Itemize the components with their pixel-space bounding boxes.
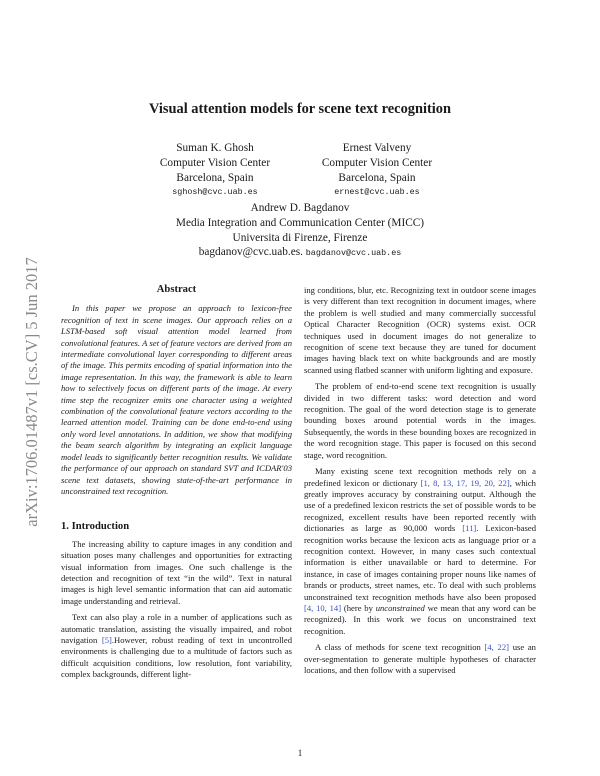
author-block-3	[100, 201, 500, 261]
citation-link[interactable]: [11]	[462, 523, 477, 534]
citation-link[interactable]: [4, 22]	[484, 642, 509, 653]
right-paragraph-3: Many existing scene text recognition methods rely on a predefined lexicon or dictionary [1, 8, 13, 17, 19, 20, 22], which greatly improves accuracy by constraining output. Although the use of a predefined lexicon restricts the set of possible words to be recognized, excellent results have been reported recently with dictionaries as large as 90,000 words [11]. Lexicon-based recognition works because the lexicon acts as language prior or a recognition context. However, in many cases such contextual information is either unavailable or hard to determine. For instance, in case of images containing proper nouns like names of brands or products, street names, etc. To deal with such problems unconstrained text recognition methods have also been proposed [4, 10, 14] (here by unconstrained we mean that any word can be recognized). In this work we focus on unconstrained text recognition.	[304, 466, 536, 636]
author-block-2	[297, 141, 457, 200]
citation-link[interactable]: [5]	[101, 634, 112, 645]
author-name: Suman K. Ghosh	[176, 142, 254, 154]
author-affiliation: Computer Vision Center	[159, 156, 271, 169]
left-column	[61, 284, 292, 686]
author-affiliation: Media Integration and Communication Center (MICC)	[175, 216, 425, 229]
citation-link[interactable]: [1, 8, 13, 17, 19, 20, 22]	[420, 477, 510, 488]
author-location: Universita di Firenze, Firenze	[232, 231, 368, 244]
intro-paragraph-2: Text can also play a role in a number of applications such as automatic translation, assisting the visually impaired, and robot navigation [5].However, robust reading of text in uncontrolled environments is challenging due to a multitude of factors such as difficult acquisition conditions, low resolution, font variability, complex backgrounds, different light-	[61, 612, 292, 680]
right-paragraph-1: ing conditions, blur, etc. Recognizing text in outdoor scene images is very different than text recognition in document images, where the problem is well studied and many commercially successful Optical Character Recognition (OCR) systems exist. OCR techniques used in document images do not generalize to recognition of scene text because they are tuned for document images having black text on white backgrounds and are mostly scanned using flatbed scanner with uniform lighting and exposure.	[304, 285, 536, 375]
paper-title: Visual attention models for scene text recognition	[149, 101, 451, 117]
author-email-line	[100, 245, 500, 261]
right-paragraph-4: A class of methods for scene text recognition [4, 22] use an over-segmentation to generate multiple hypotheses of character locations, and then follow with a supervised	[304, 642, 536, 675]
page-number: 1	[297, 748, 303, 758]
right-column	[304, 285, 536, 681]
author-location: Barcelona, Spain	[176, 171, 254, 184]
author-email[interactable]: ernest@cvc.uab.es	[334, 187, 420, 198]
section-heading-introduction: 1. Introduction	[61, 521, 130, 533]
author-block-1	[135, 141, 295, 200]
author-name: Ernest Valveny	[342, 142, 412, 154]
author-email-plain[interactable]: bagdanov@cvc.uab.es.	[198, 246, 303, 259]
author-affiliation: Computer Vision Center	[321, 156, 433, 169]
abstract-text: In this paper we propose an approach to lexicon-free recognition of text in scene images. Our approach relies on a LSTM-based soft visual attention model learned from convolutional features. A set of feature vectors are derived from an intermediate convolutional layer corresponding to different areas of the image. This permits encoding of spatial information into the image representation. In this way, the framework is able to learn how to selectively focus on different parts of the image. At every time step the recognizer emits one character using a weighted combination of the convolutional feature vectors according to the learned attention model. Training can be done end-to-end using only word level annotations. In addition, we show that modifying the beam search algorithm by integrating an explicit language model leads to significantly better recognition results. We validate the performance of our approach on standard SVT and ICDAR'03 scene text datasets, showing state-of-the-art performance in unconstrained text recognition.	[61, 303, 292, 496]
author-name: Andrew D. Bagdanov	[250, 202, 350, 214]
author-email[interactable]: bagdanov@cvc.uab.es	[305, 248, 402, 259]
author-email[interactable]: sghosh@cvc.uab.es	[172, 187, 258, 198]
abstract-heading: Abstract	[156, 284, 197, 295]
intro-paragraph-1: The increasing ability to capture images in any condition and situation poses many challenges and opportunities for extracting visual information from images. One such challenge is the detection and recognition of text “in the wild”. Text in natural images is high level semantic information that can aid automatic image understanding and retrieval.	[61, 538, 292, 606]
author-location: Barcelona, Spain	[338, 171, 416, 184]
citation-link[interactable]: [4, 10, 14]	[304, 602, 342, 613]
arxiv-stamp: arXiv:1706.01487v1 [cs.CV] 5 Jun 2017	[22, 257, 41, 527]
right-paragraph-2: The problem of end-to-end scene text recognition is usually divided in two different tasks: word detection and word recognition. The goal of the word detection stage is to generate bounding boxes around potential words in the images. Subsequently, the words in these bounding boxes are recognized in the word recognition stage. This paper is focused on this second stage, word recognition.	[304, 381, 536, 460]
